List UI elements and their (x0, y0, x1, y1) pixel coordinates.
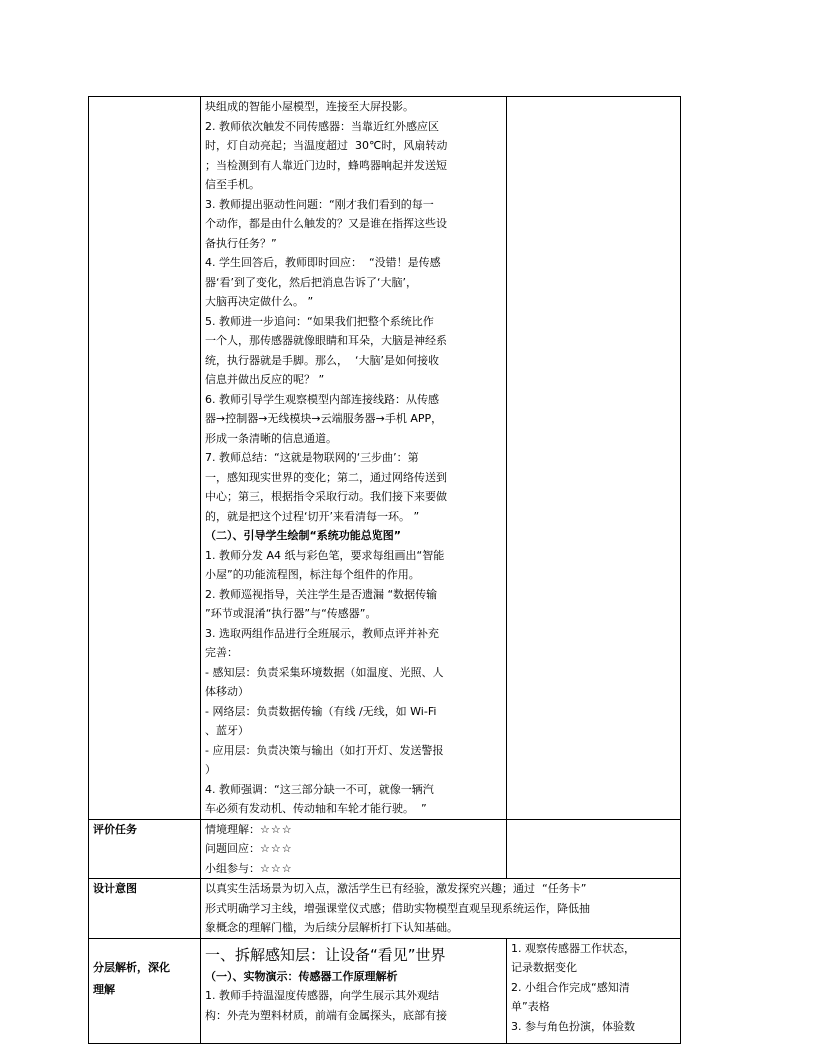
evaluation-item (205, 839, 502, 859)
demo-line: 构：外壳为塑料材质，前端有金属探头，底部有接 (205, 1008, 447, 1022)
section2-line: 2. 教师巡视指导，关注学生是否遗漏 “数据传输 (205, 587, 438, 601)
evaluation-label: 评价任务 (89, 819, 201, 879)
section2-line: ） (205, 763, 216, 776)
section2-line: 4. 教师强调：“这三部分缺一不可，就像一辆汽 (205, 782, 434, 796)
design-intent-cell (201, 879, 681, 939)
step-line: 大脑再决定做什么。 ” (205, 295, 314, 308)
section2-line: ”环节或混淆“执行器”与“传感器”。 (205, 607, 377, 620)
design-intent-line: 象概念的理解门槛，为后续分层解析打下认知基础。 (205, 921, 458, 934)
layered-analysis-label (89, 938, 201, 1043)
step-line: 器‘看’到了变化，然后把消息告诉了‘大脑’， (205, 275, 417, 289)
layered-analysis-label-line: 理解 (93, 982, 115, 996)
star-rating: ☆☆☆ (260, 822, 293, 836)
star-rating: ☆☆☆ (260, 842, 293, 855)
section2-line: - 应用层：负责决策与输出（如打开灯、发送警报 (205, 743, 444, 757)
design-intent-label: 设计意图 (89, 879, 201, 939)
step-line: 2. 教师依次触发不同传感器：当靠近红外感应区 (205, 119, 439, 133)
step-line: 中心；第三，根据指令采取行动。我们接下来要做 (205, 490, 447, 503)
step-line: 5. 教师进一步追问：“如果我们把整个系统比作 (205, 314, 434, 328)
design-intent-line: 形式明确学习主线，增强课堂仪式感；借助实物模型直观呈现系统运作，降低抽 (205, 901, 590, 915)
step-line: 一个人，那传感器就像眼睛和耳朵，大脑是神经系 (205, 334, 447, 347)
lesson-plan-table (88, 96, 681, 1044)
perception-layer-heading: 一、拆解感知层：让设备“看见”世界 (205, 945, 446, 964)
layered-analysis-content (201, 938, 507, 1043)
step-line: 信息并做出反应的呢？ ” (205, 373, 325, 386)
section2-line: 完善： (205, 646, 238, 659)
evaluation-items-cell (201, 819, 507, 879)
section2-line: 车必须有发动机、传动轴和车轮才能行驶。 ” (205, 802, 427, 815)
step-line: 4. 学生回答后，教师即时回应： “没错！是传感 (205, 256, 441, 269)
section2-line: 1. 教师分发 A4 纸与彩色笔，要求每组画出“智能 (205, 548, 445, 562)
step-line: 6. 教师引导学生观察模型内部连接线路：从传感 (205, 392, 439, 406)
design-intent-row (89, 879, 681, 939)
section2-line: - 网络层：负责数据传输（有线 /无线，如 Wi-Fi (205, 704, 437, 718)
design-intent-line: 以真实生活场景为切入点，激活学生已有经验，激发探究兴趣；通过 “任务卡” (205, 882, 587, 895)
star-rating: ☆☆☆ (260, 861, 293, 875)
student-activity-cell (507, 938, 681, 1043)
step-line: 信至手机。 (205, 178, 260, 191)
evaluation-row (89, 819, 681, 879)
evaluation-item-name: 问题回应： (205, 842, 260, 855)
section2-line: 3. 选取两组作品进行全班展示，教师点评并补充 (205, 626, 439, 640)
step-line: 的，就是把这个过程‘切开’来看清每一环。 ” (205, 509, 420, 523)
step-line: 7. 教师总结：“这就是物联网的‘三步曲’：第 (205, 451, 419, 464)
section2-line: 体移动） (205, 685, 249, 698)
empty-evaluation-cell (507, 819, 681, 879)
step-line: 块组成的智能小屋模型，连接至大屏投影。 (205, 100, 414, 113)
empty-activity-cell (507, 97, 681, 820)
evaluation-item (205, 820, 502, 840)
section2-heading: （二）、引导学生绘制“系统功能总览图” (205, 529, 401, 542)
student-activity-line: 单”表格 (511, 1000, 550, 1013)
student-activity-line: 3. 参与角色扮演，体验数 (511, 1019, 635, 1033)
student-activity-line: 记录数据变化 (511, 961, 577, 974)
layered-analysis-label-line: 分层解析，深化 (93, 960, 170, 974)
student-activity-line: 2. 小组合作完成“感知清 (511, 980, 630, 994)
empty-label-cell (89, 97, 201, 820)
evaluation-item-name: 情境理解： (205, 822, 260, 836)
step-line: 时，灯自动亮起；当温度超过 30℃时，风扇转动 (205, 139, 448, 152)
evaluation-item-name: 小组参与： (205, 861, 260, 875)
section2-line: 、蓝牙） (205, 724, 249, 737)
section2-line: 小屋”的功能流程图，标注每个组件的作用。 (205, 568, 420, 581)
step-line: 个动作，都是由什么触发的？又是谁在指挥这些设 (205, 217, 447, 230)
section2-line: - 感知层：负责采集环境数据（如温度、光照、人 (205, 665, 444, 679)
student-activity-line: 1. 观察传感器工作状态， (511, 941, 635, 955)
layered-analysis-row (89, 938, 681, 1043)
step-line: 器→控制器→无线模块→云端服务器→手机 APP， (205, 412, 443, 425)
step-line: 一，感知现实世界的变化；第二，通过网络传送到 (205, 470, 447, 484)
demo-subheading: （一）、实物演示：传感器工作原理解析 (205, 969, 398, 983)
teaching-steps-cell (201, 97, 507, 820)
step-line: 3. 教师提出驱动性问题：“刚才我们看到的每一 (205, 197, 434, 211)
step-line: ；当检测到有人靠近门边时，蜂鸣器响起并发送短 (205, 158, 447, 172)
evaluation-item (205, 859, 502, 879)
step-line: 形成一条清晰的信息通道。 (205, 431, 337, 445)
step-line: 统，执行器就是手脚。那么， ‘大脑’是如何接收 (205, 353, 439, 367)
teaching-process-row (89, 97, 681, 820)
step-line: 备执行任务？” (205, 236, 277, 250)
demo-line: 1. 教师手持温湿度传感器，向学生展示其外观结 (205, 989, 439, 1002)
